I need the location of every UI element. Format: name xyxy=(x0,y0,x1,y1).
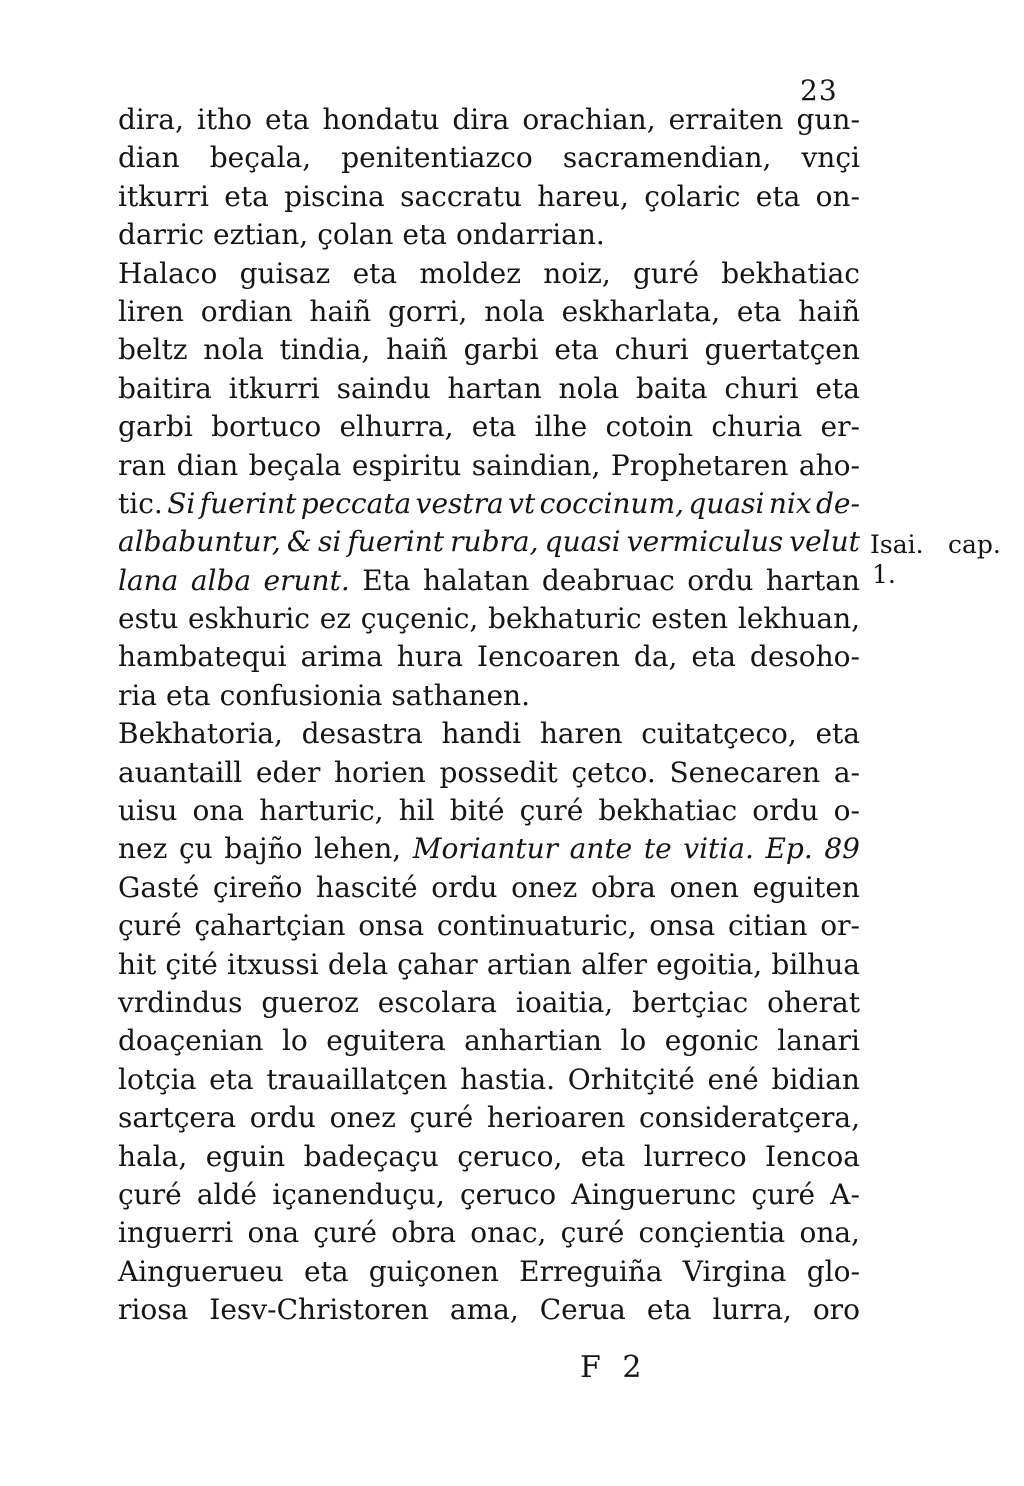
margin-note-chapter: 1. xyxy=(872,560,896,589)
text-line-13: lana alba erunt. Eta halatan deabruac ordu hartan xyxy=(118,563,860,597)
margin-note-reference: Isai. xyxy=(870,530,924,559)
body-text xyxy=(118,101,860,1330)
text-line-18: auantaill eder horien possedit çetco. Senecaren a- xyxy=(118,755,860,789)
margin-note-cap: cap. xyxy=(948,530,1001,559)
text-line-17: Bekhatoria, desastra handi haren cuitatçeco, eta xyxy=(118,717,860,751)
text-line-6: liren ordian haiñ gorri, nola eskharlata, eta haiñ xyxy=(118,294,860,328)
text-line-7: beltz nola tindia, haiñ garbi eta churi guertatçen xyxy=(118,333,860,367)
text-line-2: dian beçala, penitentiazco sacramendian, vnçi xyxy=(118,141,860,175)
text-line-31: Ainguerueu eta guiçonen Erreguiña Virgina glo- xyxy=(118,1254,860,1288)
text-line-26: lotçia eta trauaillatçen hastia. Orhitçité ené bidian xyxy=(118,1062,860,1096)
text-line-19: uisu ona harturic, hil bité çuré bekhatiac ordu o- xyxy=(118,794,860,828)
text-line-11: tic. Si fuerint peccata vestra vt coccinum, quasi nix de- xyxy=(118,486,860,520)
text-line-8: baitira itkurri saindu hartan nola baita churi eta xyxy=(118,371,860,405)
text-line-30: inguerri ona çuré obra onac, çuré conçientia ona, xyxy=(118,1216,860,1250)
text-line-3: itkurri eta piscina saccratu hareu, çolaric eta on- xyxy=(118,179,860,213)
text-line-12: albabuntur, & si fuerint rubra, quasi vermiculus velut xyxy=(118,525,860,559)
text-line-29: çuré aldé içanenduçu, çeruco Ainguerunc çuré A- xyxy=(118,1177,860,1211)
text-line-14: estu eskhuric ez çuçenic, bekhaturic esten lekhuan, xyxy=(118,602,860,636)
text-line-22: çuré çahartçian onsa continuaturic, onsa citian or- xyxy=(118,909,860,943)
text-line-24: vrdindus gueroz escolara ioaitia, bertçiac oherat xyxy=(118,985,860,1019)
text-line-20: nez çu bajño lehen, Moriantur ante te vitia. Ep. 89 xyxy=(118,832,860,866)
text-line-4: darric eztian, çolan eta ondarrian. xyxy=(118,218,605,252)
text-line-9: garbi bortuco elhurra, eta ilhe cotoin churia er- xyxy=(118,410,860,444)
text-line-5: Halaco guisaz eta moldez noiz, guré bekhatiac xyxy=(118,256,860,290)
text-line-21: Gasté çireño hascité ordu onez obra onen eguiten xyxy=(118,870,860,904)
text-line-16: ria eta confusionia sathanen. xyxy=(118,678,530,712)
text-line-1: dira, itho eta hondatu dira orachian, erraiten gun- xyxy=(118,103,860,136)
text-line-28: hala, eguin badeçaçu çeruco, eta lurreco Iencoa xyxy=(118,1139,860,1173)
text-line-27: sartçera ordu onez çuré herioaren consideratçera, xyxy=(118,1101,860,1135)
text-line-15: hambatequi arima hura Iencoaren da, eta desoho- xyxy=(118,640,860,674)
text-line-10: ran dian beçala espiritu saindian, Prophetaren aho- xyxy=(118,448,860,482)
page-number: 23 xyxy=(800,74,838,107)
text-line-32: riosa Iesv-Christoren ama, Ceruа eta lurra, oro xyxy=(118,1293,860,1327)
text-line-23: hit çité itxussi dela çahar artian alfer egoitia, bilhua xyxy=(118,947,860,981)
text-line-25: doaçenian lo eguitera anhartian lo egonic lanari xyxy=(118,1024,860,1058)
signature-mark: F 2 xyxy=(580,1350,648,1385)
